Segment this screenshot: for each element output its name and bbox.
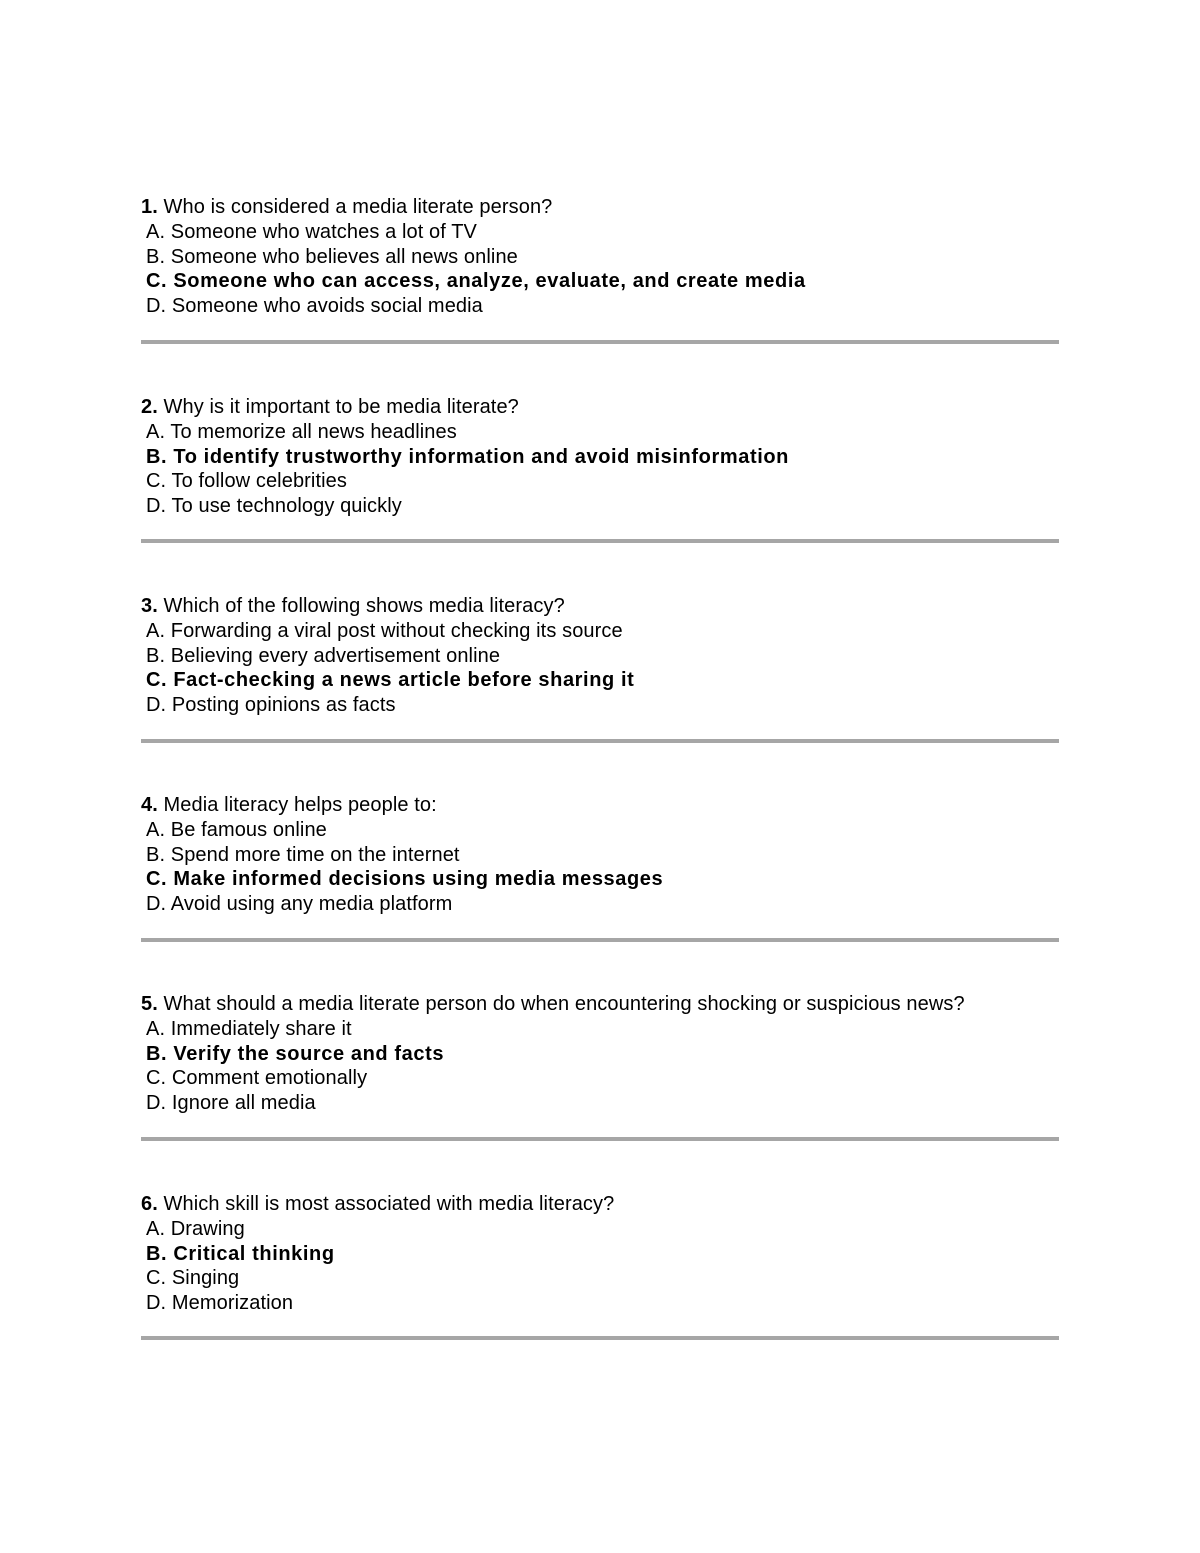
option-b: B. Spend more time on the internet — [146, 843, 460, 866]
question-stem — [141, 793, 1061, 818]
question-number: 4. — [141, 794, 158, 816]
option-a: A. Forwarding a viral post without checking its source — [146, 619, 623, 642]
divider — [141, 1336, 1059, 1340]
question-stem — [141, 594, 1061, 619]
question-text: Which of the following shows media literacy? — [157, 595, 565, 617]
option-b-correct: B. Verify the source and facts — [146, 1042, 445, 1065]
question-text: Who is considered a media literate person? — [157, 196, 553, 218]
question-text: What should a media literate person do when encountering shocking or suspicious news? — [157, 993, 965, 1015]
question-text: Media literacy helps people to: — [157, 794, 437, 816]
option-c-correct: C. Make informed decisions using media messages — [146, 868, 664, 891]
question-number: 1. — [141, 196, 158, 218]
question-number: 2. — [141, 396, 158, 418]
option-a: A. Someone who watches a lot of TV — [146, 220, 477, 243]
divider — [141, 938, 1059, 942]
option-d: D. Ignore all media — [146, 1092, 316, 1115]
question-number: 6. — [141, 1193, 158, 1215]
option-a: A. Immediately share it — [146, 1017, 352, 1040]
question-2 — [141, 395, 1061, 519]
divider — [141, 340, 1059, 344]
question-text: Why is it important to be media literate? — [157, 396, 519, 418]
divider — [141, 739, 1059, 743]
divider — [141, 539, 1059, 543]
question-1 — [141, 195, 1061, 319]
option-a: A. To memorize all news headlines — [146, 420, 457, 443]
option-c: C. Singing — [146, 1267, 240, 1290]
question-number: 5. — [141, 993, 158, 1015]
question-3 — [141, 594, 1061, 718]
option-d: D. Memorization — [146, 1292, 294, 1315]
question-stem — [141, 992, 1061, 1017]
option-c-correct: C. Someone who can access, analyze, evaluate, and create media — [146, 270, 806, 293]
divider — [141, 1137, 1059, 1141]
question-6 — [141, 1192, 1061, 1316]
option-b: B. Believing every advertisement online — [146, 644, 501, 667]
question-stem — [141, 195, 1061, 220]
option-b: B. Someone who believes all news online — [146, 245, 518, 268]
question-4 — [141, 793, 1061, 917]
option-d: D. To use technology quickly — [146, 495, 402, 518]
option-c: C. To follow celebrities — [146, 470, 348, 493]
option-a: A. Be famous online — [146, 818, 327, 841]
question-text: Which skill is most associated with media literacy? — [157, 1193, 615, 1215]
option-c: C. Comment emotionally — [146, 1067, 368, 1090]
option-d: D. Avoid using any media platform — [146, 893, 453, 916]
option-d: D. Posting opinions as facts — [146, 694, 396, 717]
option-b-correct: B. Critical thinking — [146, 1242, 335, 1265]
question-5 — [141, 992, 1061, 1116]
option-d: D. Someone who avoids social media — [146, 295, 483, 318]
question-stem — [141, 1192, 1061, 1217]
question-stem — [141, 395, 1061, 420]
option-c-correct: C. Fact-checking a news article before sharing it — [146, 669, 635, 692]
option-b-correct: B. To identify trustworthy information and avoid misinformation — [146, 445, 789, 468]
option-a: A. Drawing — [146, 1217, 245, 1240]
question-number: 3. — [141, 595, 158, 617]
